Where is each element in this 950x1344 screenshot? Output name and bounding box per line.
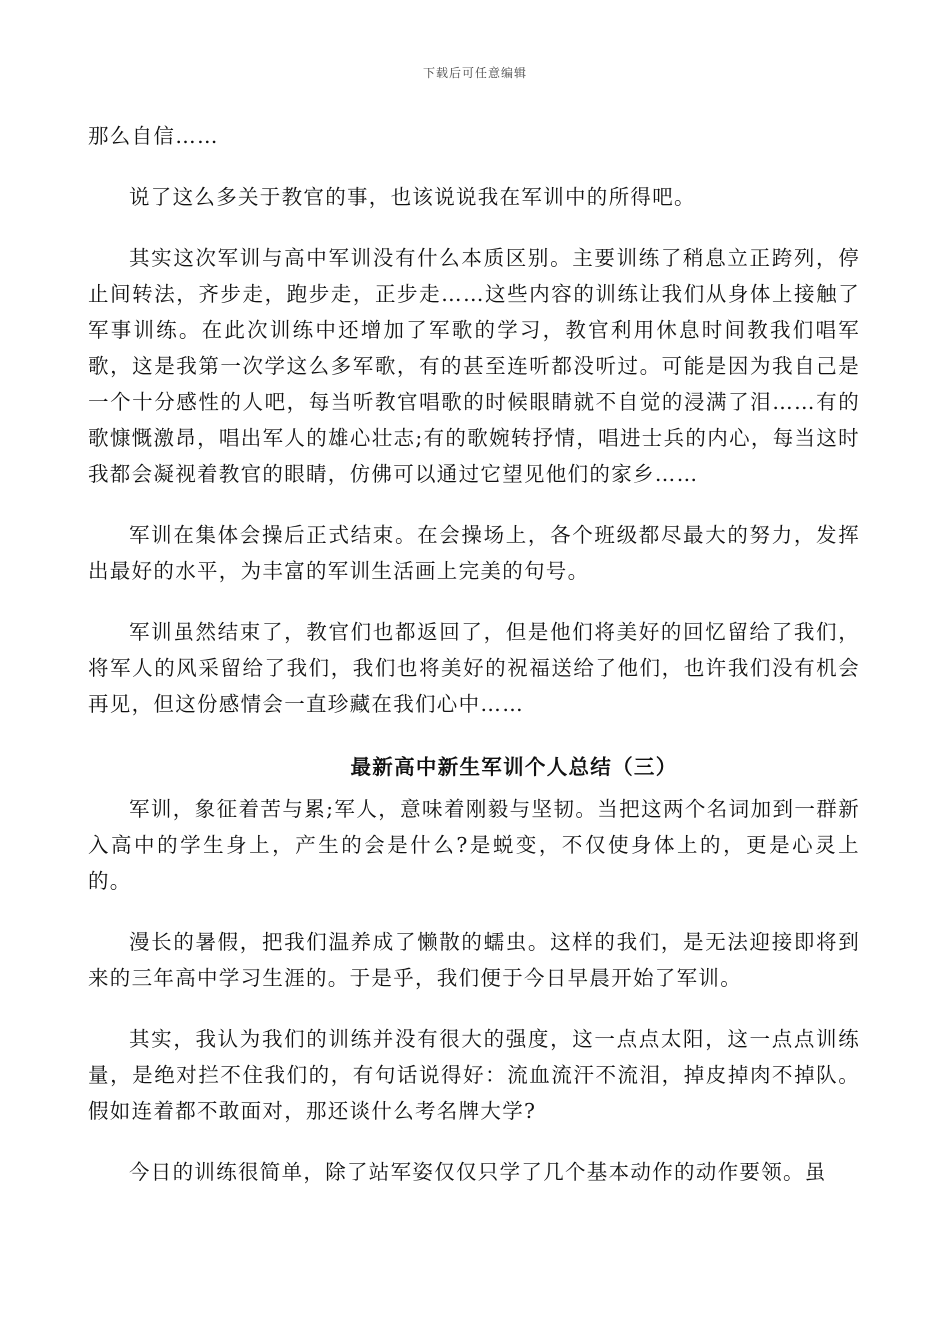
paragraph: 说了这么多关于教官的事，也该说说我在军训中的所得吧。 — [129, 185, 696, 209]
paragraph: 其实这次军训与高中军训没有什么本质区别。主要训练了稍息立正跨列，停止间转法，齐步走，跑步走，正步走……这些内容的训练让我们从身体上接触了军事训练。在此次训练中还增加了军歌的学习，教官利用休息时间教我们唱军歌，这是我第一次学这么多军歌，有的甚至连听都没听过。可能是因为我自己是一个十分感性的人吧，每当听教官唱歌的时候眼睛就不自觉的浸满了泪……有的歌慷慨激昂，唱出军人的雄心壮志;有的歌婉转抒情，唱进士兵的内心，每当这时我都会凝视着教官的眼睛，仿佛可以通过它望见他们的家乡…… — [88, 246, 860, 486]
paragraph: 漫长的暑假，把我们温养成了懒散的蠕虫。这样的我们，是无法迎接即将到来的三年高中学习生涯的。于是乎，我们便于今日早晨开始了军训。 — [88, 930, 860, 990]
paragraph: 军训，象征着苦与累;军人，意味着刚毅与坚韧。当把这两个名词加到一群新入高中的学生身上，产生的会是什么?是蜕变，不仅使身体上的，更是心灵上的。 — [88, 797, 860, 893]
section-heading: 最新高中新生军训个人总结（三） — [350, 755, 678, 779]
paragraph: 其实，我认为我们的训练并没有很大的强度，这一点点太阳，这一点点训练量，是绝对拦不住我们的，有句话说得好：流血流汗不流泪，掉皮掉肉不掉队。假如连着都不敢面对，那还谈什么考名牌大学? — [88, 1027, 860, 1123]
paragraph: 军训在集体会操后正式结束。在会操场上，各个班级都尽最大的努力，发挥出最好的水平，为丰富的军训生活画上完美的句号。 — [88, 523, 860, 583]
page-header: 下载后可任意编辑 — [422, 66, 527, 80]
paragraph: 军训虽然结束了，教官们也都返回了，但是他们将美好的回忆留给了我们，将军人的风采留给了我们，我们也将美好的祝福送给了他们，也许我们没有机会再见，但这份感情会一直珍藏在我们心中…… — [88, 620, 860, 716]
paragraph-continuation: 那么自信…… — [88, 124, 219, 148]
paragraph: 今日的训练很简单，除了站军姿仅仅只学了几个基本动作的动作要领。虽 — [129, 1160, 827, 1184]
document-body — [88, 118, 860, 1190]
